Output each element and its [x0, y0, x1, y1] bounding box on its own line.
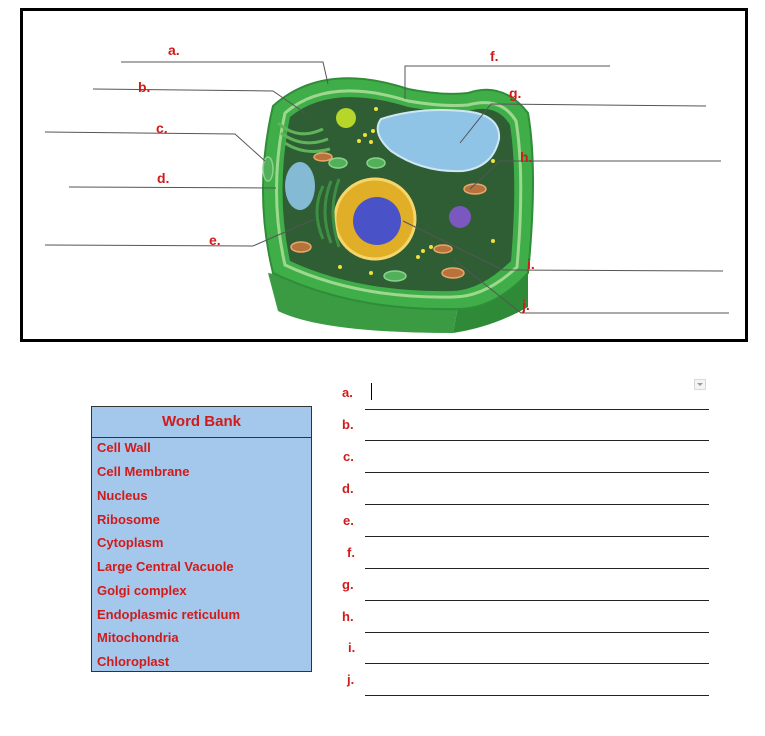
answer-letter-f: f.	[347, 545, 355, 560]
answer-field-h[interactable]	[368, 604, 698, 628]
answer-line	[365, 409, 709, 410]
nucleolus	[353, 197, 401, 245]
diagram-label-f: f.	[490, 48, 499, 64]
word-bank-item: Large Central Vacuole	[97, 559, 234, 574]
answer-letter-d: d.	[342, 481, 354, 496]
answer-field-i[interactable]	[368, 635, 698, 659]
answer-field-c[interactable]	[368, 444, 698, 468]
diagram-label-e: e.	[209, 232, 221, 248]
answer-letter-j: j.	[347, 672, 355, 687]
chevron-down-icon[interactable]	[694, 379, 706, 390]
answer-line	[365, 504, 709, 505]
diagram-label-c: c.	[156, 120, 168, 136]
answer-letter-b: b.	[342, 417, 354, 432]
answer-letter-a: a.	[342, 385, 353, 400]
answer-letter-i: i.	[348, 640, 356, 655]
diagram-label-b: b.	[138, 79, 151, 95]
word-bank-item: Cell Membrane	[97, 464, 190, 479]
diagram-label-g: g.	[509, 85, 522, 101]
answer-line	[365, 632, 709, 633]
word-bank-item: Golgi complex	[97, 583, 187, 598]
word-bank-item: Mitochondria	[97, 630, 179, 645]
vesicle	[336, 108, 356, 128]
answer-field-a[interactable]	[368, 380, 698, 404]
diagram-label-d: d.	[157, 170, 170, 186]
word-bank-item: Endoplasmic reticulum	[97, 607, 241, 622]
answer-line	[365, 472, 709, 473]
diagram-label-a: a.	[168, 42, 180, 58]
answer-field-e[interactable]	[368, 508, 698, 532]
lysosome	[449, 206, 471, 228]
word-bank-item: Cell Wall	[97, 440, 151, 455]
small-vacuole	[285, 162, 315, 210]
answer-line	[365, 440, 709, 441]
word-bank	[91, 406, 312, 672]
word-bank-title: Word Bank	[92, 407, 311, 438]
cell-diagram	[20, 8, 748, 342]
answer-line	[365, 695, 709, 696]
answer-letter-g: g.	[342, 577, 354, 592]
answer-field-b[interactable]	[368, 412, 698, 436]
answer-field-f[interactable]	[368, 540, 698, 564]
answer-line	[365, 536, 709, 537]
answer-letter-e: e.	[343, 513, 354, 528]
answer-line	[365, 663, 709, 664]
word-bank-item: Cytoplasm	[97, 535, 164, 550]
answer-line	[365, 568, 709, 569]
word-bank-item: Nucleus	[97, 488, 148, 503]
answer-letter-h: h.	[342, 609, 354, 624]
diagram-label-j: j.	[522, 297, 530, 313]
word-bank-item: Chloroplast	[97, 654, 170, 669]
word-bank-item: Ribosome	[97, 512, 160, 527]
diagram-label-h: h.	[520, 149, 533, 165]
answer-field-d[interactable]	[368, 476, 698, 500]
diagram-label-i: i.	[527, 256, 535, 272]
answer-line	[365, 600, 709, 601]
plant-cell-illustration	[23, 11, 745, 339]
answer-letter-c: c.	[343, 449, 354, 464]
text-cursor	[371, 383, 372, 400]
answer-field-g[interactable]	[368, 572, 698, 596]
answer-field-j[interactable]	[368, 667, 698, 691]
